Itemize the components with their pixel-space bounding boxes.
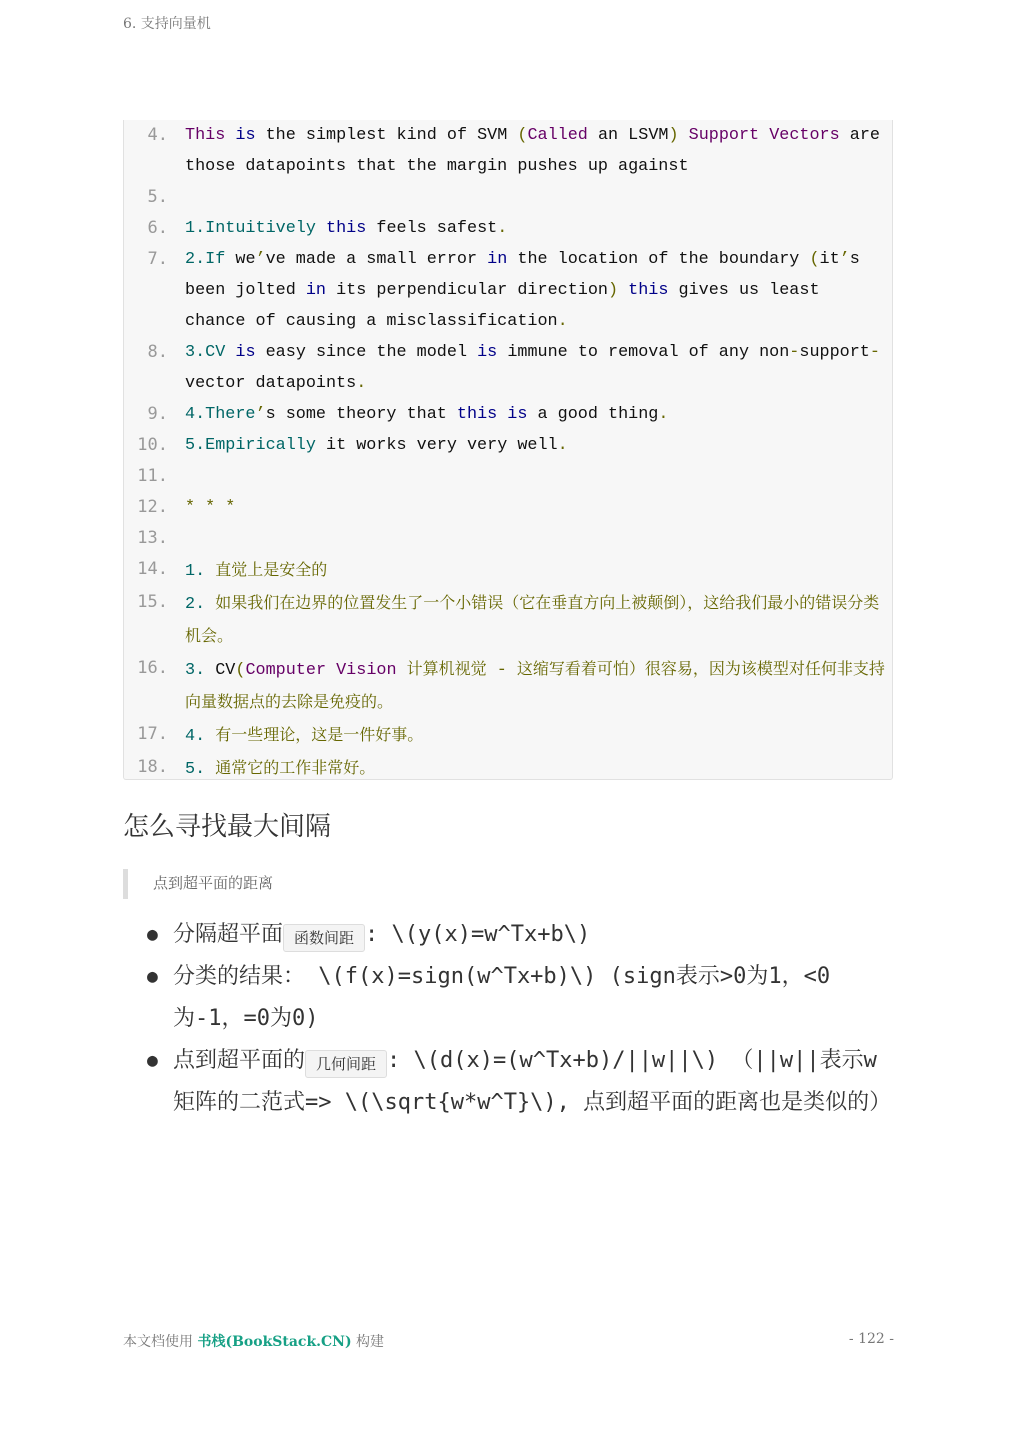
bullet-segment: 点到超平面的距离也是类似的: [583, 1090, 870, 1115]
code-token: [205, 562, 215, 581]
bullet-segment: 为: [173, 1006, 196, 1031]
bullet-segment: 为: [746, 964, 769, 989]
code-token: * * *: [185, 498, 236, 517]
page-number: - 122 -: [848, 1331, 894, 1347]
code-token: 2.If: [185, 250, 226, 269]
code-token: 直觉上是安全的: [215, 560, 328, 579]
code-token: [225, 343, 235, 362]
line-number: 4.: [147, 125, 168, 145]
code-line: [124, 182, 892, 213]
code-token: (: [809, 250, 820, 269]
bullet-text: [173, 1040, 897, 1124]
code-token: -: [869, 343, 880, 362]
code-token: support: [799, 343, 870, 362]
bullet-segment: 为: [270, 1006, 293, 1031]
code-line: [124, 492, 892, 523]
list-item: [147, 914, 897, 956]
code-text: [185, 120, 891, 182]
code-text: [185, 719, 885, 752]
code-token: s some theory that: [265, 405, 457, 424]
bullet-segment: 分隔超平面: [173, 922, 284, 947]
footer-credit: [123, 1331, 384, 1351]
code-token: s been jolted: [185, 250, 870, 300]
code-token: [679, 126, 689, 145]
section-heading: 怎么寻找最大间隔: [123, 812, 332, 842]
code-token: an LSVM: [587, 126, 669, 145]
code-text: [185, 587, 885, 653]
code-token: (: [235, 661, 246, 680]
code-token: This: [185, 126, 226, 145]
code-token: immune to removal of any non: [497, 343, 790, 362]
bullet-text: [173, 914, 897, 956]
code-line: [124, 752, 892, 785]
code-token: 这缩写看着可怕）很容易，因为该模型对任何非支持向量数据点的去除是免疫的。: [185, 659, 885, 711]
code-token: is: [235, 343, 256, 362]
code-text: [185, 752, 885, 785]
code-token: is: [235, 126, 256, 145]
code-token: is: [477, 343, 498, 362]
bullet-segment: w: [863, 1048, 877, 1073]
code-lines: [124, 120, 892, 785]
code-line: [124, 653, 892, 719]
code-token: ): [608, 281, 619, 300]
bullet-segment: 表示: [675, 964, 720, 989]
bullet-dot-icon: ●: [147, 924, 158, 945]
code-token: [618, 281, 628, 300]
code-token: ’: [255, 250, 266, 269]
code-token: we: [225, 250, 256, 269]
code-token: .: [557, 312, 568, 331]
list-item: [147, 956, 897, 1040]
code-token: in: [305, 281, 327, 300]
line-number: 17.: [137, 724, 168, 744]
code-token: Vectors: [769, 126, 840, 145]
line-number: 14.: [137, 559, 168, 579]
code-token: a good thing: [527, 405, 659, 424]
code-token: -: [789, 343, 800, 362]
code-token: .: [497, 219, 508, 238]
bullet-list: [147, 914, 897, 1124]
bullet-text: [173, 956, 897, 1040]
code-token: ve made a small error: [265, 250, 488, 269]
code-line: [124, 461, 892, 492]
code-token: (: [517, 126, 528, 145]
code-token: 有一些理论，这是一件好事。: [215, 725, 424, 744]
code-text: [185, 653, 885, 719]
bullet-segment: >0: [719, 964, 747, 989]
code-line: [124, 587, 892, 653]
code-token: 3.CV: [185, 343, 226, 362]
code-token: 4.: [185, 727, 206, 746]
footer-brand-link[interactable]: 书栈(BookStack.CN): [197, 1334, 352, 1350]
code-token: it works very very well: [315, 436, 558, 455]
code-token: [397, 661, 407, 680]
code-text: [185, 399, 885, 430]
code-token: its perpendicular direction: [326, 281, 608, 300]
code-token: 4.There: [185, 405, 256, 424]
code-token: Vision: [336, 661, 397, 680]
code-token: feels safest: [366, 219, 498, 238]
code-token: .: [356, 374, 367, 393]
line-number: 10.: [137, 435, 168, 455]
inline-code-chip: 几何间距: [305, 1050, 387, 1078]
code-token: .: [557, 436, 568, 455]
code-token: ’: [255, 405, 266, 424]
code-token: [225, 126, 235, 145]
code-token: 通常它的工作非常好。: [215, 758, 376, 777]
code-token: .: [658, 405, 669, 424]
code-block: [123, 120, 893, 780]
code-token: [497, 405, 507, 424]
code-token: 1.Intuitively: [185, 219, 316, 238]
bullet-segment: : \(d(x)=(w^Tx+b)/||w||\) （||w||: [387, 1048, 820, 1073]
code-line: [124, 399, 892, 430]
code-token: the location of the boundary: [507, 250, 810, 269]
bullet-segment: 分类的结果：: [173, 964, 306, 989]
bullet-segment: 表示: [819, 1048, 864, 1073]
bullet-dot-icon: ●: [147, 1050, 158, 1071]
code-line: [124, 554, 892, 587]
code-token: it: [819, 250, 840, 269]
code-line: [124, 213, 892, 244]
bullet-segment: -1，=0: [195, 1006, 270, 1031]
code-line: [124, 120, 892, 182]
code-line: [124, 719, 892, 752]
code-text: [185, 523, 885, 554]
code-token: [205, 727, 215, 746]
bullet-segment: \(f(x)=sign(w^Tx+b)\) (sign: [305, 964, 676, 989]
footer-suffix: 构建: [351, 1334, 385, 1350]
code-token: [759, 126, 769, 145]
code-text: [185, 182, 885, 213]
code-token: 1.: [185, 562, 206, 581]
code-token: Support: [688, 126, 760, 145]
line-number: 9.: [147, 404, 168, 424]
bullet-segment: 1，<0: [768, 964, 831, 989]
code-token: 2.: [185, 595, 206, 614]
code-token: -: [486, 661, 517, 680]
code-token: this: [456, 405, 498, 424]
code-token: vector datapoints: [185, 374, 357, 393]
bullet-segment: => \(\sqrt{w*w^T}\),: [305, 1090, 584, 1115]
code-text: [185, 554, 885, 587]
code-line: [124, 337, 892, 399]
line-number: 11.: [137, 466, 168, 486]
code-token: 5.Empirically: [185, 436, 316, 455]
bullet-segment: 点到超平面的: [173, 1048, 306, 1073]
line-number: 15.: [137, 592, 168, 612]
bullet-segment: ）: [869, 1090, 892, 1115]
code-text: [185, 430, 885, 461]
code-token: are those datapoints that the margin pushes up against: [185, 126, 891, 176]
code-token: the simplest kind of SVM: [255, 126, 518, 145]
code-line: [124, 430, 892, 461]
bullet-segment: 0): [292, 1006, 319, 1031]
line-number: 7.: [147, 249, 168, 269]
bullet-segment: 矩阵的二范式: [173, 1090, 306, 1115]
code-text: [185, 461, 885, 492]
line-number: 16.: [137, 658, 168, 678]
bullet-dot-icon: ●: [147, 966, 158, 987]
running-header: 6. 支持向量机: [123, 16, 211, 32]
code-token: 如果我们在边界的位置发生了一个小错误（它在垂直方向上被颠倒），这给我们最小的错误分类机会。: [185, 593, 880, 645]
line-number: 6.: [147, 218, 168, 238]
code-token: 5.: [185, 760, 206, 779]
code-token: is: [507, 405, 528, 424]
code-token: CV: [205, 661, 236, 680]
code-token: 3.: [185, 661, 206, 680]
code-token: [205, 595, 215, 614]
code-token: [326, 661, 336, 680]
line-number: 13.: [137, 528, 168, 548]
code-token: gives us least chance of causing a misclassification: [185, 281, 830, 331]
code-text: [185, 492, 885, 523]
line-number: 8.: [147, 342, 168, 362]
line-number: 5.: [147, 187, 168, 207]
code-token: [316, 219, 326, 238]
code-text: [185, 337, 885, 399]
code-token: Computer: [245, 661, 327, 680]
bullet-segment: : \(y(x)=w^Tx+b\): [365, 922, 591, 947]
code-text: [185, 213, 885, 244]
code-token: in: [487, 250, 508, 269]
code-token: [205, 760, 215, 779]
line-number: 18.: [137, 757, 168, 777]
code-token: ): [668, 126, 679, 145]
code-text: [185, 244, 885, 337]
code-token: ’: [839, 250, 850, 269]
code-line: [124, 244, 892, 337]
code-token: Called: [527, 126, 588, 145]
list-item: [147, 1040, 897, 1124]
footer-prefix: 本文档使用: [123, 1334, 198, 1350]
blockquote: 点到超平面的距离: [123, 869, 273, 899]
code-token: this: [628, 281, 669, 300]
line-number: 12.: [137, 497, 168, 517]
inline-code-chip: 函数间距: [283, 924, 365, 952]
code-token: 计算机视觉: [406, 659, 487, 678]
code-token: this: [326, 219, 367, 238]
code-line: [124, 523, 892, 554]
code-token: easy since the model: [255, 343, 478, 362]
